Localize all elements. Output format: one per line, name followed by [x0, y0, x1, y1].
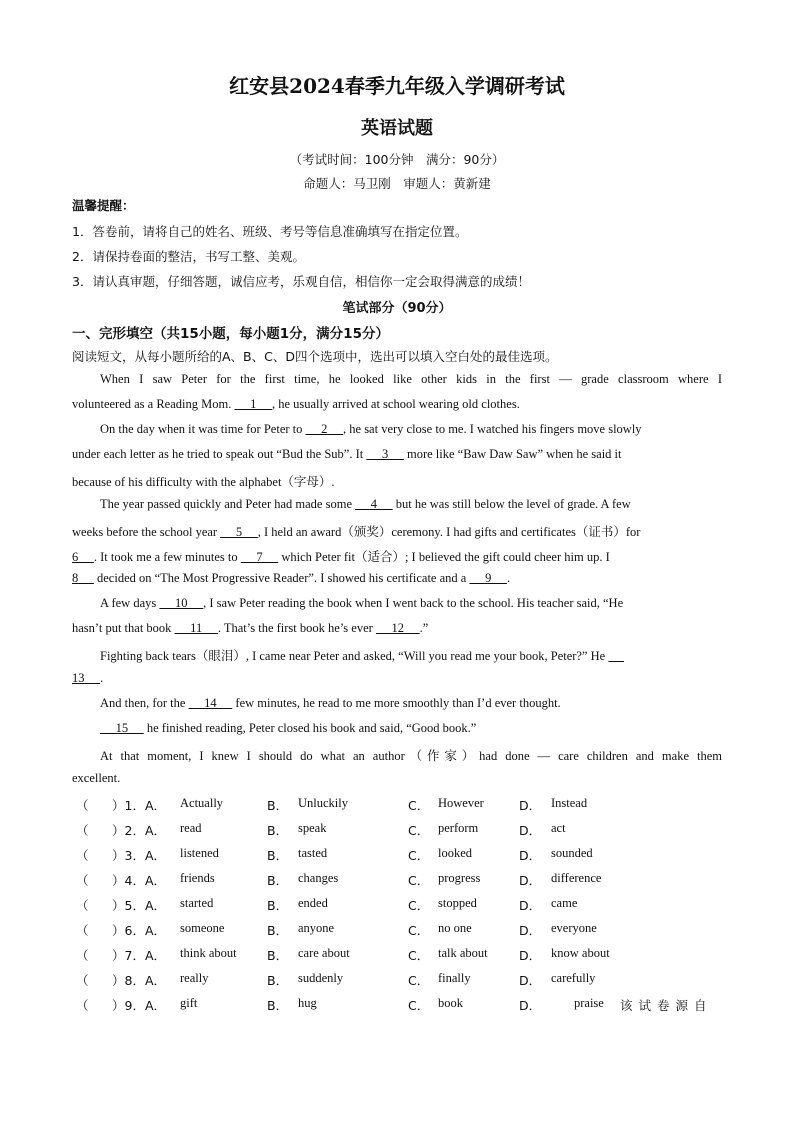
question-row[interactable] [72, 996, 732, 1016]
passage-text: decided on “The Most Progressive Reader”. I showed his certificate and a [93, 571, 470, 585]
option-c: stopped [438, 896, 477, 910]
question-number: ）4．A． [112, 873, 167, 888]
option-c-label: C． [408, 998, 430, 1013]
option-a: friends [180, 871, 215, 885]
question-number: ）6．A． [112, 923, 167, 938]
option-c: However [438, 796, 484, 810]
option-d-label: D． [519, 898, 542, 913]
option-d-label: D． [519, 798, 542, 813]
passage-line-5: because of his difficulty with the alphabet（字母）. [72, 475, 335, 489]
answer-paren[interactable]: （ [76, 848, 89, 863]
passage-text: , he sat very close to me. I watched his fingers move slowly [343, 422, 642, 436]
blank-11: 11 [174, 621, 218, 635]
option-b-label: B． [267, 823, 289, 838]
option-a: Actually [180, 796, 224, 810]
answer-paren[interactable]: （ [76, 998, 89, 1013]
question-row[interactable] [72, 821, 732, 841]
passage-line-7 [72, 522, 640, 540]
passage-text: more like “Baw Daw Saw” when he said it [403, 447, 622, 461]
answer-paren[interactable]: （ [76, 898, 89, 913]
option-b: speak [298, 821, 327, 835]
blank-1: 1 [234, 397, 272, 411]
option-c: looked [438, 846, 473, 860]
option-a: someone [180, 921, 225, 935]
option-c: book [438, 996, 463, 1010]
passage-text: under each letter as he tried to speak out “Bud the Sub”. It [72, 447, 367, 461]
tip-1: 1．答卷前，请将自己的姓名、班级、考号等信息准确填写在指定位置。 [72, 224, 468, 239]
option-b-label: B． [267, 848, 289, 863]
option-d: act [551, 821, 566, 835]
answer-paren[interactable]: （ [76, 873, 89, 888]
option-c-label: C． [408, 798, 430, 813]
question-row[interactable] [72, 921, 732, 941]
question-row[interactable] [72, 896, 732, 916]
option-b-label: B． [267, 798, 289, 813]
question-row[interactable] [72, 796, 732, 816]
blank-13: 13 [72, 671, 101, 685]
blank-10: 10 [159, 596, 204, 610]
option-a: read [180, 821, 202, 835]
question-row[interactable] [72, 846, 732, 866]
answer-paren[interactable]: （ [76, 948, 89, 963]
option-d: came [551, 896, 578, 910]
option-d: sounded [551, 846, 593, 860]
passage-text: volunteered as a Reading Mom. [72, 397, 235, 411]
exam-authors: 命题人：马卫刚 审题人：黄新建 [303, 176, 491, 191]
option-c-label: C． [408, 823, 430, 838]
option-d: carefully [551, 971, 596, 985]
passage-line-9 [72, 571, 510, 586]
option-d: everyone [551, 921, 597, 935]
option-c: talk about [438, 946, 488, 960]
blank-6: 6 [72, 550, 94, 564]
passage-text: .” [419, 621, 429, 635]
answer-paren[interactable]: （ [76, 973, 89, 988]
passage-line-2 [72, 397, 520, 412]
tips-heading: 温馨提醒： [72, 198, 135, 213]
option-b-label: B． [267, 948, 289, 963]
blank-5: 5 [220, 525, 258, 539]
option-a: gift [180, 996, 198, 1010]
passage-text: . It took me a few minutes to [93, 550, 241, 564]
option-b-label: B． [267, 973, 289, 988]
passage-line-16: At that moment, I knew I should do what an author（作家）had done — care children and make them [100, 749, 722, 763]
passage-text: . [506, 571, 511, 585]
passage-text: but he was still below the level of grade. A few [392, 497, 631, 511]
option-b: tasted [298, 846, 328, 860]
answer-paren[interactable]: （ [76, 798, 89, 813]
section-title: 笔试部分（90分） [342, 301, 452, 316]
passage-text: A few days [100, 596, 160, 610]
passage-line-6 [100, 497, 631, 512]
exam-subtitle: 英语试题 [361, 118, 433, 139]
option-b-label: B． [267, 998, 289, 1013]
option-c-label: C． [408, 923, 430, 938]
passage-text: . That’s the first book he’s ever [217, 621, 376, 635]
option-c: no one [438, 921, 472, 935]
part1-instruction: 阅读短文，从每小题所给的A、B、C、D四个选项中，选出可以填入空白处的最佳选项。 [72, 349, 558, 364]
option-b-label: B． [267, 923, 289, 938]
option-d: praise [574, 996, 604, 1010]
passage-text: Fighting back tears（眼泪）, I came near Peter and asked, “Will you read me your book, Peter?” He [100, 649, 609, 663]
question-number: ）5．A． [112, 898, 167, 913]
option-d-label: D． [519, 998, 542, 1013]
answer-paren[interactable]: （ [76, 823, 89, 838]
passage-text: . [100, 671, 104, 685]
question-number: ）3．A． [112, 848, 167, 863]
blank-2: 2 [305, 422, 344, 436]
passage-line-8 [72, 547, 610, 565]
passage-line-13 [72, 671, 103, 686]
option-b: Unluckily [298, 796, 348, 810]
passage-text: On the day when it was time for Peter to [100, 422, 306, 436]
passage-text: And then, for the [100, 696, 189, 710]
option-b: suddenly [298, 971, 344, 985]
passage-text: The year passed quickly and Peter had made some [100, 497, 356, 511]
option-b-label: B． [267, 898, 289, 913]
option-d-label: D． [519, 973, 542, 988]
passage-line-12 [100, 646, 624, 664]
passage-text: , I held an award（颁奖）ceremony. I had gifts and certificates（证书）for [257, 525, 641, 539]
question-row[interactable] [72, 971, 732, 991]
tip-3: 3．请认真审题，仔细答题，诚信应考，乐观自信，相信你一定会取得满意的成绩！ [72, 274, 530, 289]
passage-line-4 [72, 447, 622, 462]
part1-heading: 一、完形填空（共15小题，每小题1分，满分15分） [72, 326, 389, 342]
option-d-label: D． [519, 948, 542, 963]
option-c-label: C． [408, 848, 430, 863]
passage-text: hasn’t put that book [72, 621, 175, 635]
option-b-label: B． [267, 873, 289, 888]
answer-paren[interactable]: （ [76, 923, 89, 938]
exam-time-info: （考试时间：100分钟 满分：90分） [289, 152, 505, 167]
option-d: Instead [551, 796, 588, 810]
question-number: ）2．A． [112, 823, 167, 838]
option-c: perform [438, 821, 479, 835]
passage-text: , he usually arrived at school wearing old clothes. [271, 397, 520, 411]
option-d: know about [551, 946, 610, 960]
option-b: hug [298, 996, 317, 1010]
exam-title: 红安县2024春季九年级入学调研考试 [229, 74, 565, 98]
blank-7: 7 [240, 550, 279, 564]
option-c-label: C． [408, 873, 430, 888]
option-b: care about [298, 946, 350, 960]
option-c-label: C． [408, 898, 430, 913]
question-number: ）8．A． [112, 973, 167, 988]
blank-3: 3 [366, 447, 404, 461]
trailing-source-text: 该试卷源自 [620, 998, 713, 1013]
passage-text: few minutes, he read to me more smoothly than I’d ever thought. [232, 696, 561, 710]
option-d-label: D． [519, 873, 542, 888]
blank-8: 8 [72, 571, 94, 585]
blank-9: 9 [469, 571, 507, 585]
passage-line-3 [100, 422, 642, 437]
option-c-label: C． [408, 973, 430, 988]
passage-text: which Peter fit（适合）; I believed the gift could cheer him up. I [278, 550, 610, 564]
question-row[interactable] [72, 871, 732, 891]
passage-line-11 [72, 621, 428, 636]
passage-line-14 [100, 696, 561, 711]
tip-2: 2．请保持卷面的整洁，书写工整、美观。 [72, 249, 305, 264]
passage-line-17: excellent. [72, 771, 121, 785]
option-d: difference [551, 871, 602, 885]
option-d-label: D． [519, 923, 542, 938]
option-a: think about [180, 946, 237, 960]
option-b: changes [298, 871, 339, 885]
passage-text: weeks before the school year [72, 525, 221, 539]
passage-line-10 [100, 596, 623, 611]
passage-line-1: When I saw Peter for the first time, he looked like other kids in the first — grade classroom where I [100, 372, 722, 386]
option-c: progress [438, 871, 481, 885]
blank-15: 15 [100, 721, 144, 735]
question-number: ）9．A． [112, 998, 167, 1013]
option-a: started [180, 896, 214, 910]
option-d-label: D． [519, 848, 542, 863]
blank-14: 14 [188, 696, 233, 710]
option-c: finally [438, 971, 471, 985]
question-row[interactable] [72, 946, 732, 966]
blank-12: 12 [375, 621, 420, 635]
option-d-label: D． [519, 823, 542, 838]
passage-text: , I saw Peter reading the book when I went back to the school. His teacher said, “He [203, 596, 624, 610]
passage-line-15 [100, 721, 476, 736]
blank-4: 4 [355, 497, 393, 511]
option-c-label: C． [408, 948, 430, 963]
passage-text: he finished reading, Peter closed his book and said, “Good book.” [143, 721, 477, 735]
blank-13-start [608, 649, 624, 663]
option-b: ended [298, 896, 328, 910]
question-number: ）7．A． [112, 948, 167, 963]
option-a: really [180, 971, 209, 985]
option-b: anyone [298, 921, 335, 935]
question-number: ）1．A． [112, 798, 167, 813]
option-a: listened [180, 846, 219, 860]
